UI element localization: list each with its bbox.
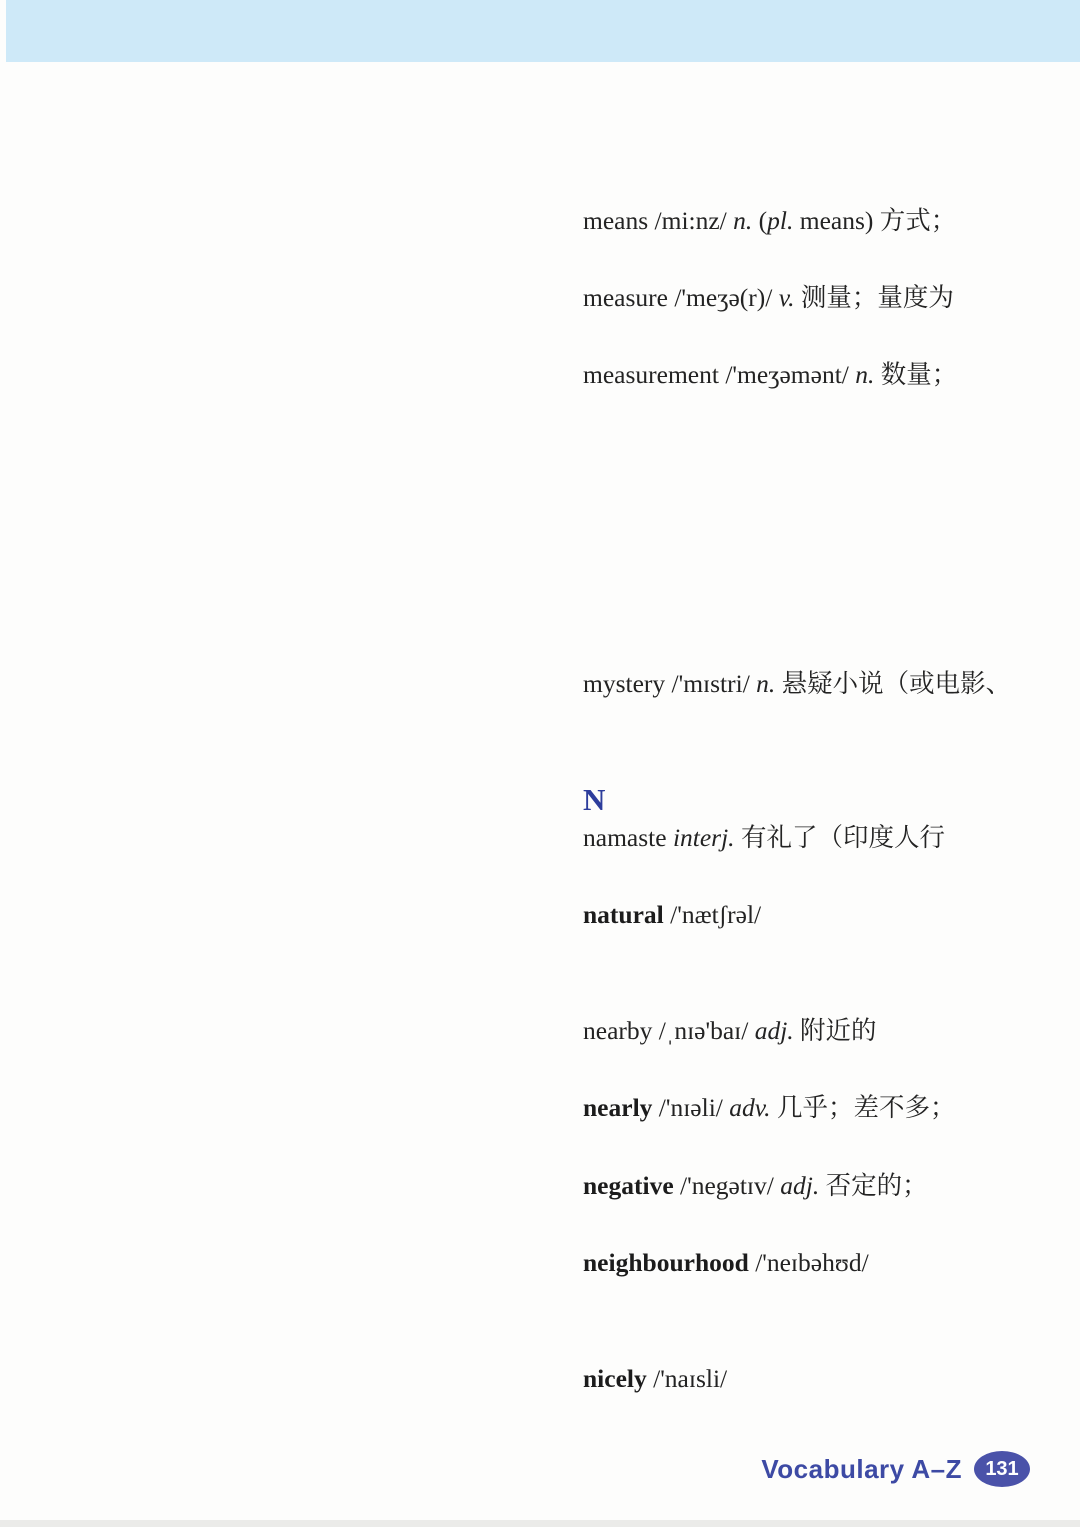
entry-fragment: /'nɪəli/ [652,1093,730,1123]
entry-text [583,1364,727,1393]
entry-fragment: 测量；量度为 [794,282,954,312]
vocab-line [583,588,982,627]
entry-text [583,1093,955,1122]
pos-tag: n. [756,668,776,698]
vocab-line [583,279,982,318]
vocab-line [583,974,982,1013]
vocab-line [583,935,982,974]
vocab-line [583,86,982,125]
bottom-edge-strip [0,1520,1080,1527]
entry-fragment: measure /'meʒə(r)/ [583,282,779,312]
column-right [583,86,1012,1398]
vocab-line [583,1360,982,1399]
entry-fragment: means) 方式； [793,205,957,235]
pos-tag: adj. [780,1170,820,1200]
entry-fragment: 有礼了（印度人行 [734,823,945,853]
vocab-line [583,665,1012,704]
headword: natural [583,900,664,930]
vocab-line [583,472,982,511]
vocab-line [583,626,982,665]
headword: negative [583,1170,674,1200]
vocab-line [583,202,982,241]
headword: neighbourhood [583,1247,749,1277]
vocab-line [583,1128,982,1167]
entry-fragment: measurement /'meʒəmənt/ [583,360,856,390]
vocab-line [583,511,982,550]
page-number-badge: 131 [974,1451,1030,1487]
entry-text [583,1016,877,1045]
entry-text [583,823,945,852]
pos-tag: n. [733,205,753,235]
entry-fragment: means /mi:nz/ [583,205,734,235]
vocab-line [583,163,982,202]
vocab-line [583,356,982,395]
pos-tag: adv. [729,1093,771,1123]
entry-text [583,1171,928,1200]
section-letter-n: N [583,781,606,817]
entry-text [583,360,957,389]
page-ref [0,1321,982,1527]
entry-fragment: 否定的； [819,1170,928,1200]
vocab-line [583,896,982,935]
vocab-line [583,1012,982,1051]
pos-tag: adj. [754,1016,794,1046]
vocab-line [583,1051,982,1090]
pos-tag: pl. [767,205,794,235]
vocab-line [583,240,982,279]
entry-text [583,283,954,312]
pos-tag: n. [855,360,875,390]
vocab-line [583,318,982,357]
pos-tag: interj. [672,823,735,853]
entry-text [583,1248,869,1277]
vocab-line [583,704,982,743]
header-band [6,0,1080,62]
vocab-line [583,819,982,858]
vocab-line [583,1282,982,1321]
entry-fragment: 附近的 [793,1016,877,1046]
vocab-line [583,1244,982,1283]
headword: nicely [583,1363,647,1393]
vocab-line [583,1089,982,1128]
vocab-line [583,858,982,897]
entry-text [583,669,1011,698]
page-footer [761,1450,1030,1488]
spacer [583,742,982,781]
vocab-line [583,395,982,434]
vocab-line [583,549,982,588]
entry-fragment: 数量； [874,360,958,390]
vocab-line [583,1321,982,1360]
entry-fragment: ( [752,205,768,235]
vocab-line [583,433,982,472]
entry-fragment: mystery /'mɪstri/ [583,668,757,698]
entry-fragment: /'neɪbəhʊd/ [748,1247,869,1277]
vocab-line [583,125,982,164]
entry-fragment: /'naɪsli/ [646,1363,728,1393]
vocab-line [583,1205,982,1244]
entry-fragment: nearby /ˌnɪə'baɪ/ [583,1016,755,1046]
vocab-line [583,1167,982,1206]
entry-fragment: /'nætʃrəl/ [663,900,762,930]
entry-fragment: namaste [583,823,673,853]
entry-fragment: 悬疑小说（或电影、 [775,668,1012,698]
entry-fragment: /'negətɪv/ [673,1170,781,1200]
footer-label: Vocabulary A–Z [761,1453,962,1484]
entry-fragment: 几乎；差不多； [770,1093,956,1123]
entry-text [583,206,956,235]
entry-text [583,900,761,929]
headword: nearly [583,1093,653,1123]
pos-tag: v. [778,282,795,312]
